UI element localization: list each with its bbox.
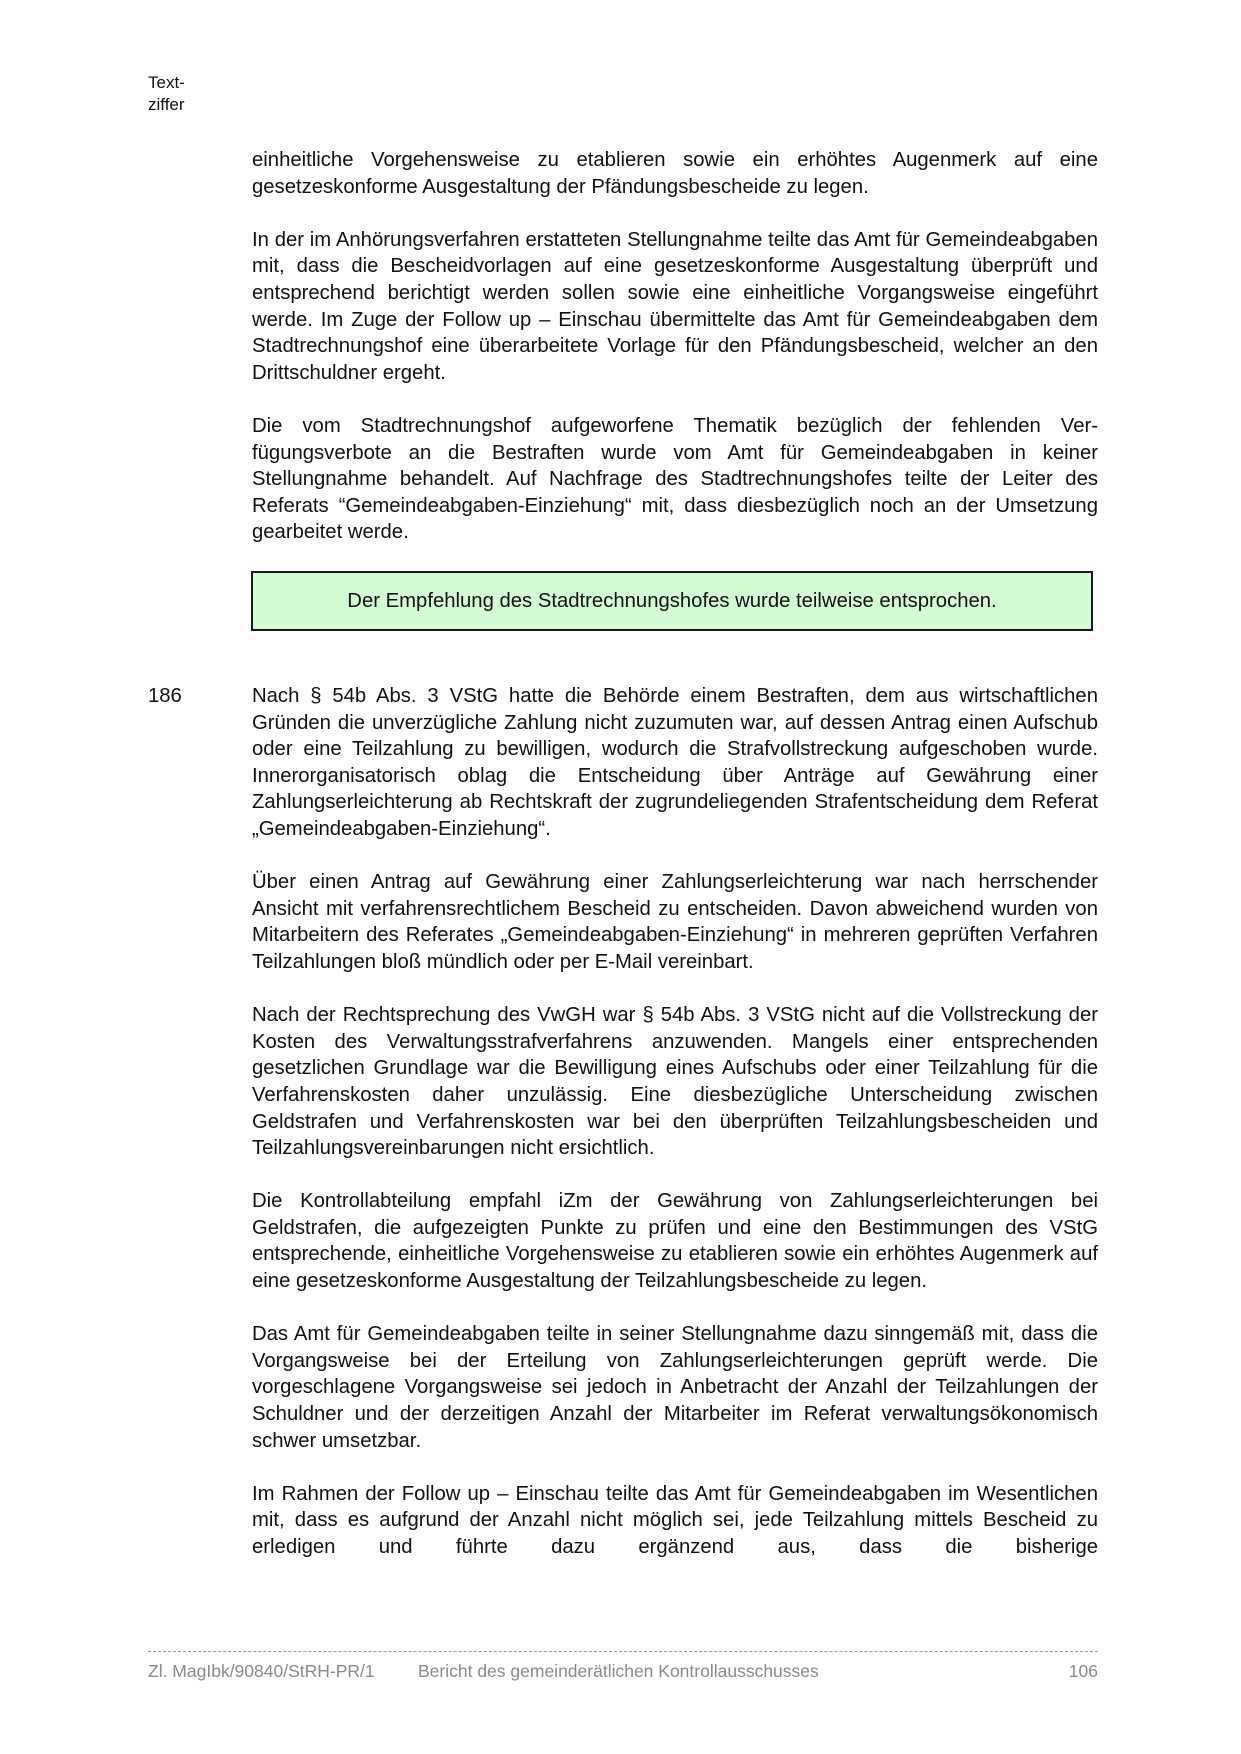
paragraph: Über einen Antrag auf Gewährung einer Zahlungserleichterung war nach herrschender Ansicht mit verfahrensrechtlichem Bescheid zu entscheiden. Davon abweichend wurden von Mitarbeitern des Referates „Gemeindeabgaben-Einziehung“ in mehreren geprüften Verfahren Teilzahlungen bloß mündlich oder per E-Mail vereinbart.	[252, 871, 1098, 973]
recommendation-text: Der Empfehlung des Stadtrechnungshofes wurde teilweise entsprochen.	[347, 589, 997, 612]
document-reference: Zl. MagIbk/90840/StRH-PR/1	[148, 1661, 375, 1681]
paragraph: In der im Anhörungsverfahren erstatteten Stellungnahme teilte das Amt für Gemeindeabgaben mit, dass die Bescheidvorlagen auf eine gesetzeskonforme Ausgestaltung überprüft und entsprechend berichtigt werden sollen sowie eine einheitliche Vorgangsweise eingeführt werde. Im Zuge der Follow up – Einschau übermittelte das Amt für Gemeindeabgaben dem Stadtrechnungshof eine überarbeitete Vorlage für den Pfändungsbescheid, welcher an den Drittschuldner ergeht.	[252, 228, 1098, 384]
margin-label-line2: ziffer	[148, 95, 185, 114]
page-footer	[148, 1661, 1098, 1682]
footer-divider	[148, 1651, 1098, 1652]
section-186-text	[252, 683, 1098, 1587]
report-title: Bericht des gemeinderätlichen Kontrollausschusses	[418, 1661, 819, 1681]
margin-label-textziffer	[148, 72, 185, 116]
paragraph: Die Kontrollabteilung empfahl iZm der Gewährung von Zahlungserleichterungen bei Geldstrafen, die aufgezeigten Punkte zu prüfen und eine den Bestimmungen des VStG entsprechende, einheitliche Vorgehensweise zu etablieren sowie ein erhöhtes Augenmerk auf eine gesetzeskonforme Ausgestaltung der Teilzahlungsbescheide zu legen.	[252, 1190, 1098, 1293]
section-number: 186	[148, 685, 182, 707]
paragraph: Nach § 54b Abs. 3 VStG hatte die Behörde einem Bestraften, dem aus wirtschaftlichen Gründen die unverzügliche Zahlung nicht zuzumuten war, auf dessen Antrag einen Aufschub oder eine Teilzahlung zu bewilligen, wodurch die Strafvollstreckung aufgeschoben wurde. Innerorganisatorisch oblag die Entscheidung über Anträge auf Gewährung einer Zahlungserleichterung ab Rechtskraft der zugrundeliegenden Strafentscheidung dem Referat „Gemeindeabgaben-Einziehung“.	[252, 685, 1098, 840]
continuation-text	[252, 147, 1098, 573]
recommendation-box	[251, 571, 1093, 631]
paragraph: Die vom Stadtrechnungshof aufgeworfene Thematik bezüglich der fehlenden Verfügungsverbote an die Bestraften wurde vom Amt für Gemeindeabgaben in keiner Stellungnahme behandelt. Auf Nachfrage des Stadtrechnungshofes teilte der Leiter des Referats “Gemeindeabgaben-Einziehung“ mit, dass diesbezüglich noch an der Umsetzung gearbeitet werde.	[252, 414, 1098, 544]
margin-label-line1: Text-	[148, 73, 185, 92]
paragraph: Nach der Rechtsprechung des VwGH war § 54b Abs. 3 VStG nicht auf die Vollstreckung der Kosten des Verwaltungsstrafverfahrens anzuwenden. Mangels einer entsprechenden gesetzlichen Grundlage war die Bewilligung eines Aufschubs oder einer Teilzahlung für die Verfahrenskosten daher unzulässig. Eine diesbezügliche Unterscheidung zwischen Geldstrafen und Verfahrenskosten war bei den überprüften Teilzahlungsbescheiden und Teilzahlungsvereinbarungen nicht ersichtlich.	[252, 1004, 1098, 1160]
paragraph: einheitliche Vorgehensweise zu etablieren sowie ein erhöhtes Augenmerk auf eine gesetzeskonforme Ausgestaltung der Pfändungsbescheide zu legen.	[252, 149, 1098, 198]
paragraph: Im Rahmen der Follow up – Einschau teilte das Amt für Gemeindeabgaben im Wesentlichen mit, dass es aufgrund der Anzahl nicht möglich sei, jede Teilzahlung mittels Bescheid zu erledigen und führte dazu ergänzend aus, dass die bisherige	[252, 1482, 1098, 1558]
page-number: 106	[1068, 1661, 1098, 1681]
paragraph: Das Amt für Gemeindeabgaben teilte in seiner Stellungnahme dazu sinngemäß mit, dass die Vorgangsweise bei der Erteilung von Zahlungserleichterungen geprüft werde. Die vorgeschlagene Vorgangsweise sei jedoch in Anbetracht der Anzahl der Teilzahlungen der Schuldner und der derzeitigen Anzahl der Mitarbeiter im Referat verwaltungsökonomisch schwer umsetzbar.	[252, 1323, 1098, 1452]
